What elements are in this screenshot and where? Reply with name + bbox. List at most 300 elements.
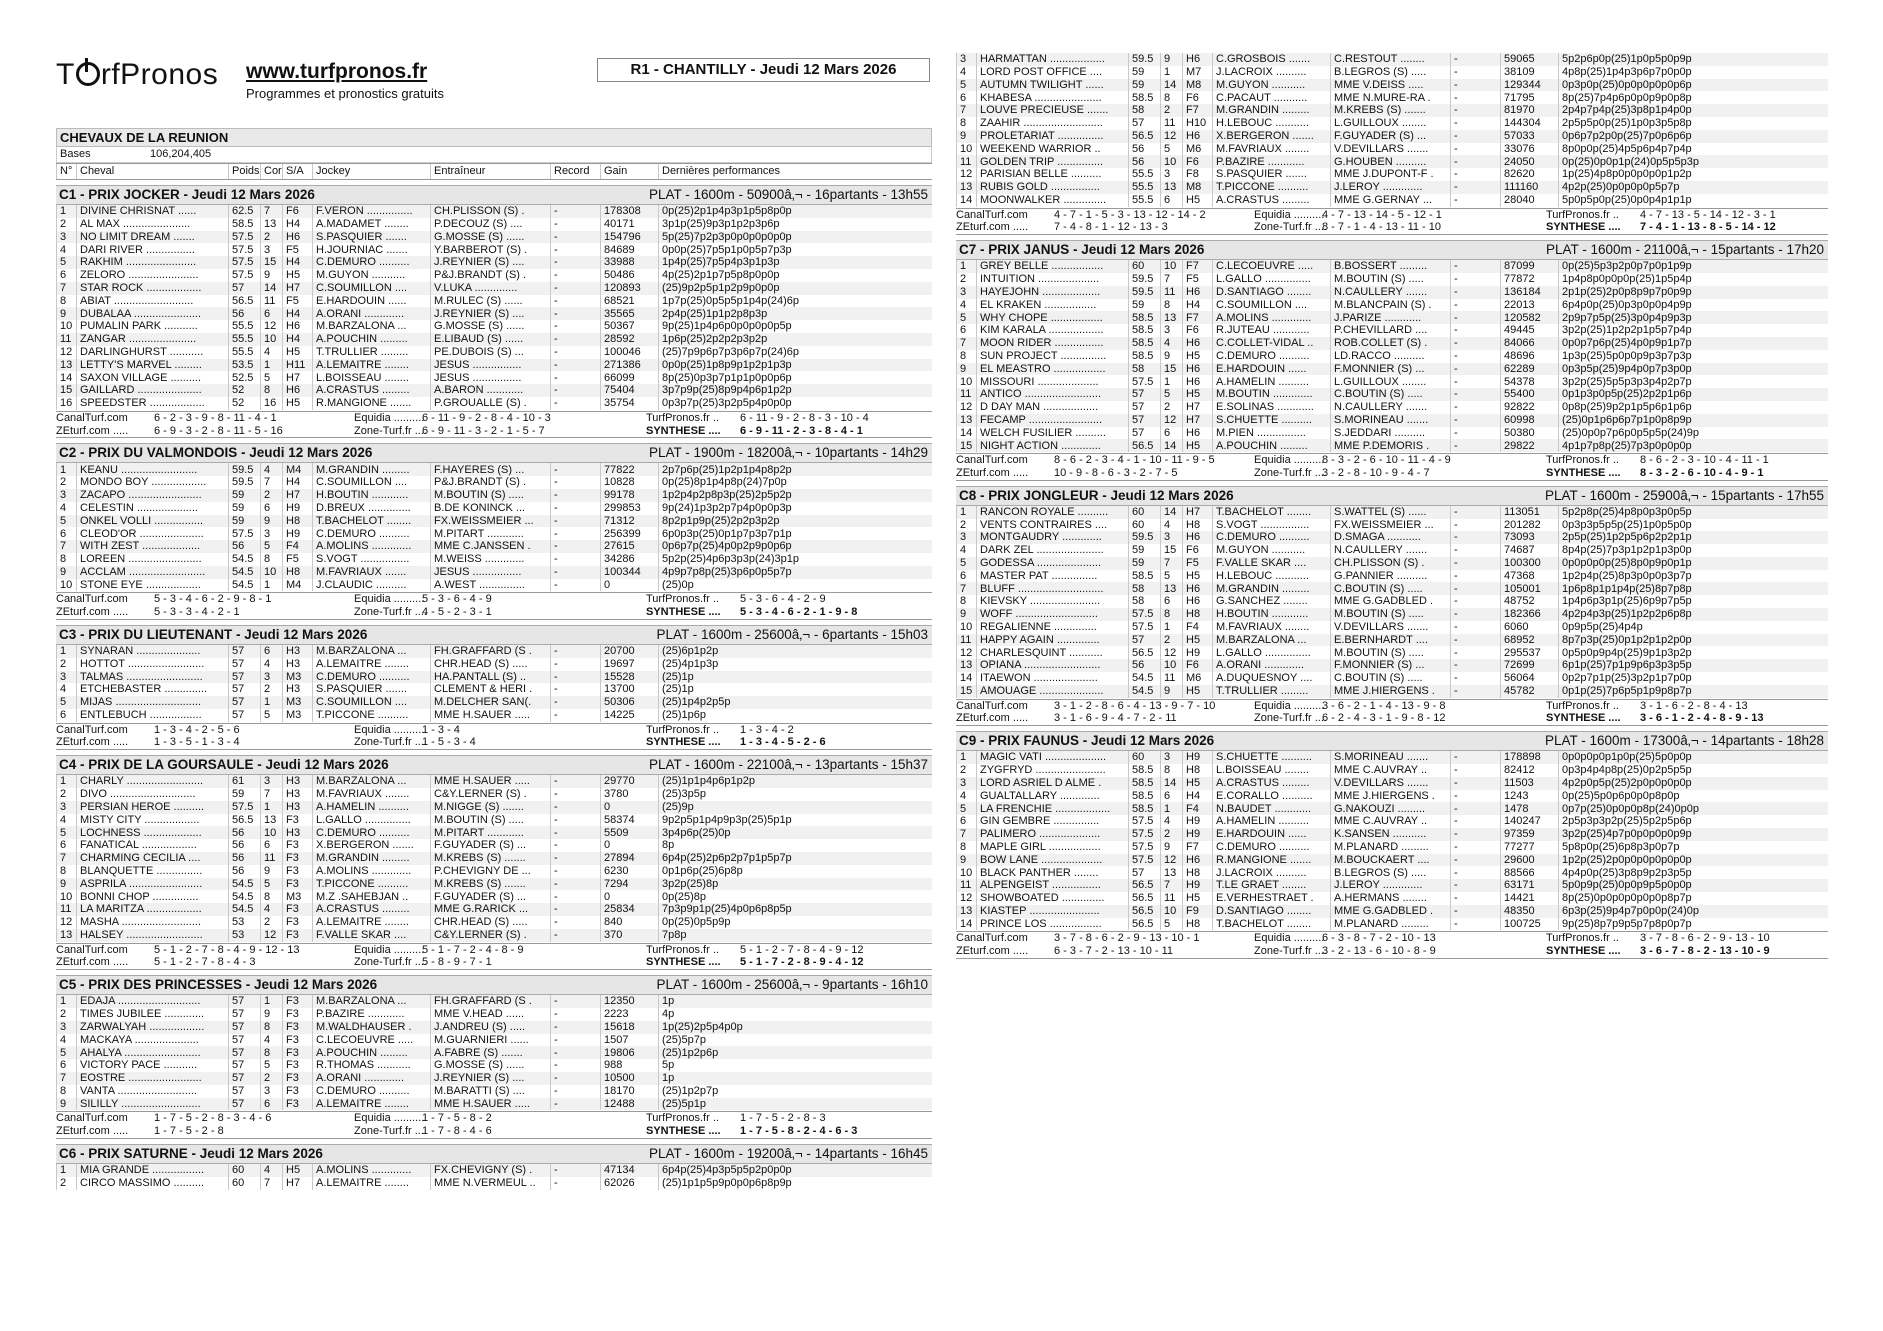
table-row[interactable] xyxy=(57,397,933,410)
table-cell: 6 xyxy=(1161,427,1183,440)
table-cell: 15 xyxy=(957,685,977,698)
table-cell: 4 xyxy=(261,1164,283,1177)
table-row[interactable] xyxy=(957,608,1829,621)
table-row[interactable] xyxy=(57,1164,933,1177)
table-row[interactable] xyxy=(57,476,933,489)
table-row[interactable] xyxy=(957,790,1829,803)
table-row[interactable] xyxy=(57,371,933,384)
race-header[interactable] xyxy=(956,731,1828,751)
table-cell: 144304 xyxy=(1501,117,1559,130)
table-cell: LORD POST OFFICE .... xyxy=(977,66,1129,79)
table-row[interactable] xyxy=(957,53,1829,66)
race-block xyxy=(956,486,1828,727)
table-cell: (25)1p6p xyxy=(659,709,933,722)
table-cell: MOON RIDER ................ xyxy=(977,337,1129,350)
page-header xyxy=(56,58,932,118)
table-row[interactable] xyxy=(957,194,1829,207)
table-cell: J.CLAUDIC .......... xyxy=(313,579,431,592)
table-cell: M.BOUCKAERT .... xyxy=(1331,854,1451,867)
table-row[interactable] xyxy=(957,544,1829,557)
race-header[interactable] xyxy=(956,486,1828,506)
right-column xyxy=(956,53,1828,959)
table-row[interactable] xyxy=(57,463,933,476)
table-row[interactable] xyxy=(957,659,1829,672)
table-cell: H3 xyxy=(283,788,313,801)
table-cell: 57.5 xyxy=(1129,621,1161,634)
table-row[interactable] xyxy=(957,764,1829,777)
table-row[interactable] xyxy=(957,646,1829,659)
table-cell: - xyxy=(1451,557,1501,570)
src-label: ZEturf.com ..... xyxy=(56,424,129,437)
table-cell: MME G.GADBLED . xyxy=(1331,595,1451,608)
table-cell: - xyxy=(1451,621,1501,634)
table-row[interactable] xyxy=(957,130,1829,143)
table-row[interactable] xyxy=(57,788,933,801)
table-row[interactable] xyxy=(957,311,1829,324)
table-cell: 22013 xyxy=(1501,299,1559,312)
table-row[interactable] xyxy=(57,916,933,929)
table-row[interactable] xyxy=(957,91,1829,104)
table-cell: A.ORANI ............. xyxy=(313,307,431,320)
table-cell: 54.5 xyxy=(229,553,261,566)
race-header[interactable] xyxy=(56,1144,932,1164)
src-value: 1 - 3 - 4 - 2 - 5 - 6 xyxy=(154,723,240,736)
table-cell: H7 xyxy=(1183,414,1213,427)
table-cell: 14 xyxy=(57,371,77,384)
table-row[interactable] xyxy=(957,506,1829,519)
table-row[interactable] xyxy=(57,282,933,295)
table-row[interactable] xyxy=(57,1046,933,1059)
table-cell: - xyxy=(551,683,601,696)
table-row[interactable] xyxy=(957,439,1829,452)
table-cell: H6 xyxy=(1183,286,1213,299)
table-row[interactable] xyxy=(957,685,1829,698)
pronostics-block xyxy=(956,453,1828,481)
table-cell: 2 xyxy=(957,519,977,532)
table-row[interactable] xyxy=(957,104,1829,117)
table-row[interactable] xyxy=(57,384,933,397)
table-row[interactable] xyxy=(957,802,1829,815)
table-cell: A.ORANI ............. xyxy=(313,1072,431,1085)
table-cell: 2p5p5p0p(25)1p0p3p5p8p xyxy=(1559,117,1829,130)
table-row[interactable] xyxy=(57,333,933,346)
table-cell: 4p(25)2p1p7p5p8p0p0p xyxy=(659,269,933,282)
table-row[interactable] xyxy=(57,1085,933,1098)
table-row[interactable] xyxy=(957,621,1829,634)
table-cell: PROLETARIAT ............... xyxy=(977,130,1129,143)
table-row[interactable] xyxy=(957,672,1829,685)
table-cell: A.CRASTUS ......... xyxy=(313,384,431,397)
table-row[interactable] xyxy=(57,295,933,308)
table-cell: 10 xyxy=(57,320,77,333)
table-row[interactable] xyxy=(957,168,1829,181)
table-row[interactable] xyxy=(57,801,933,814)
table-cell: (25)5p1p xyxy=(659,1098,933,1111)
table-row[interactable] xyxy=(57,320,933,333)
table-cell: 4 xyxy=(957,544,977,557)
src-value: 1 - 5 - 3 - 4 xyxy=(422,736,476,749)
table-cell: 0p0p(25)1p8p9p1p2p1p3p xyxy=(659,359,933,372)
table-row[interactable] xyxy=(57,903,933,916)
table-cell: (25)1p xyxy=(659,683,933,696)
runners-table xyxy=(56,1164,932,1190)
table-row[interactable] xyxy=(57,218,933,231)
pronostics-row xyxy=(956,454,1828,467)
table-cell: 57.5 xyxy=(229,527,261,540)
table-cell: 4 xyxy=(261,903,283,916)
table-row[interactable] xyxy=(957,117,1829,130)
table-row[interactable] xyxy=(57,671,933,684)
table-cell: 58.5 xyxy=(1129,802,1161,815)
table-cell: 1p(25)2p5p4p0p xyxy=(659,1021,933,1034)
table-cell: C.DEMURO .......... xyxy=(313,671,431,684)
src-value: 6 - 9 - 3 - 2 - 8 - 11 - 5 - 16 xyxy=(154,424,283,437)
table-row[interactable] xyxy=(57,890,933,903)
table-cell: 59 xyxy=(229,788,261,801)
table-row[interactable] xyxy=(957,570,1829,583)
table-cell: 57.5 xyxy=(1129,815,1161,828)
table-cell: 11 xyxy=(57,333,77,346)
table-row[interactable] xyxy=(957,854,1829,867)
table-cell: 15528 xyxy=(601,671,659,684)
table-cell: 56064 xyxy=(1501,672,1559,685)
table-cell: 5 xyxy=(1161,570,1183,583)
src-label: ZEturf.com ..... xyxy=(56,1125,129,1138)
table-cell: 35565 xyxy=(601,307,659,320)
table-cell: H3 xyxy=(283,683,313,696)
table-cell: WELCH FUSILIER .......... xyxy=(977,427,1129,440)
table-cell: 77277 xyxy=(1501,841,1559,854)
table-row[interactable] xyxy=(57,645,933,658)
table-cell: 0p9p5p(25)4p4p xyxy=(1559,621,1829,634)
table-row[interactable] xyxy=(957,427,1829,440)
table-cell: - xyxy=(1451,634,1501,647)
table-row[interactable] xyxy=(957,260,1829,273)
table-cell: 10 xyxy=(261,566,283,579)
table-cell: - xyxy=(1451,828,1501,841)
table-row[interactable] xyxy=(57,826,933,839)
race-header[interactable] xyxy=(56,625,932,645)
table-cell: M.BOUTIN (S) ..... xyxy=(1331,646,1451,659)
table-row[interactable] xyxy=(57,359,933,372)
table-cell: 3p7p9p(25)8p9p4p6p1p2p xyxy=(659,384,933,397)
table-row[interactable] xyxy=(57,502,933,515)
table-cell: 56 xyxy=(229,826,261,839)
table-row[interactable] xyxy=(957,777,1829,790)
table-row[interactable] xyxy=(57,1072,933,1085)
table-cell: 3 xyxy=(957,777,977,790)
table-cell: 57 xyxy=(229,658,261,671)
table-cell: FX.CHEVIGNY (S) . xyxy=(431,1164,551,1177)
table-row[interactable] xyxy=(57,489,933,502)
table-cell: - xyxy=(1451,659,1501,672)
table-cell: H10 xyxy=(1183,117,1213,130)
table-row[interactable] xyxy=(57,995,933,1008)
table-cell: 7 xyxy=(261,788,283,801)
table-row[interactable] xyxy=(57,683,933,696)
table-cell: N.CAULLERY ....... xyxy=(1331,286,1451,299)
table-cell: 58 xyxy=(1129,104,1161,117)
table-row[interactable] xyxy=(957,879,1829,892)
table-row[interactable] xyxy=(57,814,933,827)
table-row[interactable] xyxy=(57,1098,933,1111)
pronostics-block xyxy=(56,1111,932,1139)
table-row[interactable] xyxy=(57,1021,933,1034)
table-cell: M.GRANDIN ......... xyxy=(313,852,431,865)
table-cell: F3 xyxy=(283,852,313,865)
race-header[interactable] xyxy=(956,240,1828,260)
table-row[interactable] xyxy=(957,582,1829,595)
table-cell: 12 xyxy=(1161,130,1183,143)
table-cell: M.WEISS ............. xyxy=(431,553,551,566)
table-row[interactable] xyxy=(57,243,933,256)
table-row[interactable] xyxy=(957,905,1829,918)
src-label: Zone-Turf.fr .... xyxy=(354,606,427,619)
table-row[interactable] xyxy=(57,929,933,942)
table-cell: ENTLEBUCH ................. xyxy=(77,709,229,722)
table-row[interactable] xyxy=(957,143,1829,156)
table-cell: S.PASQUIER ....... xyxy=(313,683,431,696)
table-row[interactable] xyxy=(57,579,933,592)
table-row[interactable] xyxy=(57,1177,933,1190)
table-cell: 5 xyxy=(957,311,977,324)
table-row[interactable] xyxy=(57,709,933,722)
table-row[interactable] xyxy=(957,595,1829,608)
table-cell: 52 xyxy=(229,397,261,410)
table-row[interactable] xyxy=(957,866,1829,879)
table-cell: 9p(24)1p3p2p7p4p0p0p3p xyxy=(659,502,933,515)
table-cell: H5 xyxy=(1183,892,1213,905)
table-row[interactable] xyxy=(57,658,933,671)
race-header[interactable] xyxy=(56,185,932,205)
table-cell: - xyxy=(1451,531,1501,544)
table-cell: 59 xyxy=(1129,79,1161,92)
table-cell: (25)0p1p6p6p7p1p0p8p9p xyxy=(1559,414,1829,427)
table-cell: 6p4p(25)2p6p2p7p1p5p7p xyxy=(659,852,933,865)
table-cell: H.BOUTIN ............ xyxy=(1213,608,1331,621)
table-cell: 6 xyxy=(957,815,977,828)
table-cell: STAR ROCK .................. xyxy=(77,282,229,295)
table-cell: 11 xyxy=(1161,892,1183,905)
table-row[interactable] xyxy=(957,531,1829,544)
table-cell: 0p0p7p6p(25)4p0p9p1p7p xyxy=(1559,337,1829,350)
table-cell: GIN GEMBRE ............... xyxy=(977,815,1129,828)
table-cell: 73093 xyxy=(1501,531,1559,544)
table-row[interactable] xyxy=(57,553,933,566)
table-cell: 1 xyxy=(1161,375,1183,388)
runners-table xyxy=(56,775,932,941)
table-cell: 62289 xyxy=(1501,363,1559,376)
table-cell: MME J.DUPONT-F . xyxy=(1331,168,1451,181)
table-cell: 57 xyxy=(1129,427,1161,440)
table-cell: 1p(25)4p8p0p0p0p0p1p2p xyxy=(1559,168,1829,181)
table-cell: MASTER PAT ............... xyxy=(977,570,1129,583)
table-cell: (25)0p0p7p6p0p5p5p(24)9p xyxy=(1559,427,1829,440)
table-cell: 13 xyxy=(957,659,977,672)
pronostics-row xyxy=(56,1112,932,1125)
src-value: 10 - 9 - 8 - 6 - 3 - 2 - 7 - 5 xyxy=(1054,466,1178,479)
table-cell: N.CAULLERY ....... xyxy=(1331,401,1451,414)
table-row[interactable] xyxy=(957,79,1829,92)
table-row[interactable] xyxy=(957,350,1829,363)
table-cell: A.MOLINS ............. xyxy=(313,540,431,553)
table-row[interactable] xyxy=(57,1059,933,1072)
table-cell: C.DEMURO .......... xyxy=(313,826,431,839)
table-cell: - xyxy=(1451,595,1501,608)
table-row[interactable] xyxy=(957,273,1829,286)
table-cell: 0p3p4p4p8p(25)0p2p5p5p xyxy=(1559,764,1829,777)
table-cell: P.CHEVIGNY DE ... xyxy=(431,865,551,878)
table-cell: 6 xyxy=(957,324,977,337)
table-cell: MME H.SAUER ..... xyxy=(431,1098,551,1111)
race-header[interactable] xyxy=(56,443,932,463)
table-row[interactable] xyxy=(957,815,1829,828)
table-row[interactable] xyxy=(57,566,933,579)
table-cell: 10 xyxy=(261,333,283,346)
table-row[interactable] xyxy=(957,892,1829,905)
table-cell: 14 xyxy=(1161,79,1183,92)
table-row[interactable] xyxy=(957,66,1829,79)
table-row[interactable] xyxy=(957,557,1829,570)
table-row[interactable] xyxy=(957,401,1829,414)
table-cell: PARISIAN BELLE .......... xyxy=(977,168,1129,181)
table-cell: H8 xyxy=(283,515,313,528)
table-cell: 59.5 xyxy=(1129,286,1161,299)
table-row[interactable] xyxy=(957,918,1829,931)
src-value: 4 - 7 - 13 - 5 - 14 - 12 - 3 - 1 xyxy=(1640,208,1776,221)
table-cell: - xyxy=(551,1085,601,1098)
table-cell: - xyxy=(1451,273,1501,286)
table-row[interactable] xyxy=(957,519,1829,532)
table-cell: H4 xyxy=(283,256,313,269)
table-cell: T.BACHELOT ........ xyxy=(1213,506,1331,519)
table-cell: 0p(25)8p1p4p8p(24)7p0p xyxy=(659,476,933,489)
table-row[interactable] xyxy=(957,286,1829,299)
table-row[interactable] xyxy=(57,865,933,878)
table-row[interactable] xyxy=(957,634,1829,647)
race-title: C7 - PRIX JANUS - Jeudi 12 Mars 2026 xyxy=(959,242,1205,258)
table-cell: BLACK PANTHER ........ xyxy=(977,866,1129,879)
table-cell: A.CRASTUS ......... xyxy=(313,903,431,916)
table-row[interactable] xyxy=(957,841,1829,854)
site-link[interactable]: www.turfpronos.fr xyxy=(246,60,428,83)
table-cell: M.Z .SAHEBJAN .. xyxy=(313,890,431,903)
table-row[interactable] xyxy=(57,1008,933,1021)
table-cell: 3p2p(25)8p xyxy=(659,878,933,891)
table-cell: 6 xyxy=(57,1059,77,1072)
pronostics-block xyxy=(56,943,932,971)
table-cell: 40171 xyxy=(601,218,659,231)
table-row[interactable] xyxy=(957,324,1829,337)
table-row[interactable] xyxy=(57,540,933,553)
table-cell: CHARMING CECILIA .... xyxy=(77,852,229,865)
table-row[interactable] xyxy=(957,828,1829,841)
race-header[interactable] xyxy=(56,755,932,775)
table-row[interactable] xyxy=(957,388,1829,401)
table-row[interactable] xyxy=(957,299,1829,312)
src-label: Zone-Turf.fr .... xyxy=(1254,221,1327,234)
table-cell: 6p4p0p(25)0p3p0p0p4p9p xyxy=(1559,299,1829,312)
table-cell: 58.5 xyxy=(1129,764,1161,777)
table-cell: C.BOUTIN (S) ..... xyxy=(1331,388,1451,401)
table-cell: 8 xyxy=(957,595,977,608)
table-row[interactable] xyxy=(957,751,1829,764)
src-value: 5 - 3 - 6 - 4 - 2 - 9 xyxy=(740,593,826,606)
table-cell: 11 xyxy=(1161,286,1183,299)
table-cell: D.SMAGA ........... xyxy=(1331,531,1451,544)
table-cell: 55.5 xyxy=(1129,168,1161,181)
table-row[interactable] xyxy=(57,1034,933,1047)
table-cell: 56.5 xyxy=(1129,918,1161,931)
race-header[interactable] xyxy=(56,975,932,995)
table-cell: 12 xyxy=(957,401,977,414)
table-cell: 19697 xyxy=(601,658,659,671)
table-row[interactable] xyxy=(957,375,1829,388)
table-cell: HALSEY ......................... xyxy=(77,929,229,942)
table-cell: NIGHT ACTION ............. xyxy=(977,439,1129,452)
table-cell: MISSOURI .................... xyxy=(977,375,1129,388)
table-row[interactable] xyxy=(957,181,1829,194)
table-cell: - xyxy=(1451,117,1501,130)
table-row[interactable] xyxy=(57,205,933,218)
table-cell: 60998 xyxy=(1501,414,1559,427)
table-cell: 6 xyxy=(57,269,77,282)
table-cell: SYNARAN ..................... xyxy=(77,645,229,658)
table-row[interactable] xyxy=(57,878,933,891)
table-cell: 7 xyxy=(1161,879,1183,892)
table-cell: 4 xyxy=(957,299,977,312)
table-cell: P.DECOUZ (S) .... xyxy=(431,218,551,231)
table-row[interactable] xyxy=(957,155,1829,168)
table-row[interactable] xyxy=(57,307,933,320)
table-row[interactable] xyxy=(57,839,933,852)
table-row[interactable] xyxy=(957,363,1829,376)
table-cell: 6p1p(25)7p1p9p6p3p3p5p xyxy=(1559,659,1829,672)
table-cell: R.MANGIONE ....... xyxy=(313,397,431,410)
table-cell: (25)1p1p5p9p0p0p6p8p9p xyxy=(659,1177,933,1190)
table-row[interactable] xyxy=(57,527,933,540)
table-cell: 13 xyxy=(957,905,977,918)
runners-table xyxy=(56,205,932,410)
src-label: Zone-Turf.fr .... xyxy=(1254,466,1327,479)
src-value: 1 - 7 - 5 - 8 - 2 xyxy=(422,1112,492,1125)
table-cell: 370 xyxy=(601,929,659,942)
table-cell: 14 xyxy=(1161,777,1183,790)
table-row[interactable] xyxy=(957,414,1829,427)
table-cell: H.JOURNIAC ....... xyxy=(313,243,431,256)
table-cell: 1 xyxy=(1161,66,1183,79)
table-row[interactable] xyxy=(957,337,1829,350)
table-cell: J.REYNIER (S) .... xyxy=(431,1072,551,1085)
table-row[interactable] xyxy=(57,852,933,865)
turfpronos-logo[interactable]: T rfPronos xyxy=(56,58,219,91)
table-row[interactable] xyxy=(57,775,933,788)
table-row[interactable] xyxy=(57,256,933,269)
table-cell: 14 xyxy=(957,918,977,931)
table-cell: 6 xyxy=(261,307,283,320)
table-row[interactable] xyxy=(57,346,933,359)
table-cell: T.TRULLIER ......... xyxy=(1213,685,1331,698)
table-row[interactable] xyxy=(57,515,933,528)
table-cell: 3 xyxy=(57,231,77,244)
table-cell: - xyxy=(1451,646,1501,659)
table-row[interactable] xyxy=(57,231,933,244)
table-cell: 56 xyxy=(229,865,261,878)
table-cell: 15 xyxy=(1161,363,1183,376)
table-cell: H6 xyxy=(1183,337,1213,350)
table-row[interactable] xyxy=(57,696,933,709)
table-row[interactable] xyxy=(57,269,933,282)
